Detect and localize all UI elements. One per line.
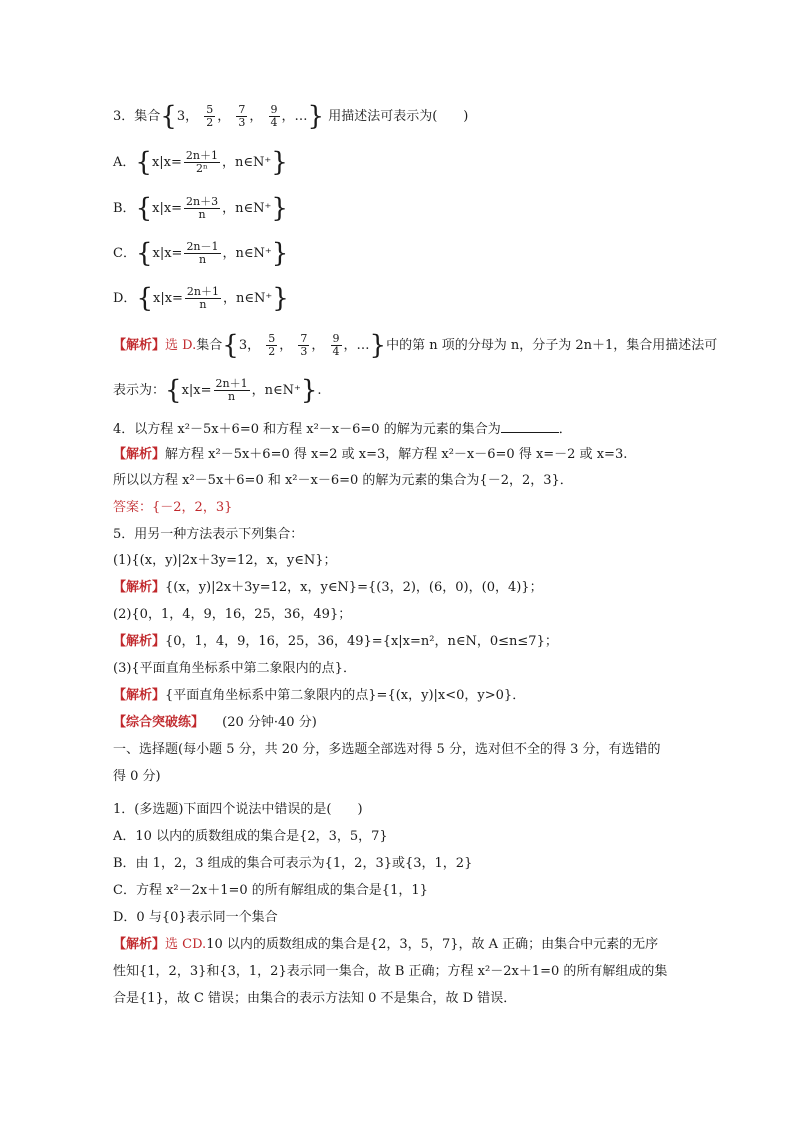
set-tail: ，… [281,109,308,124]
q3-option-b: B．{x|x= $\frac{2n+3}{n}$ ，n∈N⁺} [113,193,288,224]
q5-part-1: (1){(x，y)|2x＋3y=12，x，y∈N}； [113,553,337,568]
section-header [113,714,317,732]
q4-analysis: 【解析】解方程 x²－5x＋6=0 得 x=2 或 x=3，解方程 x²－x－6=0 得 x=－2 或 x=3. [113,447,628,462]
s1-option-a: A．10 以内的质数组成的集合是{2，3，5，7} [113,829,388,844]
right-brace: } [307,101,325,132]
section-intro-cont: 得 0 分) [113,769,161,784]
fraction: $\frac{2n+3}{n}$ [186,195,219,221]
s1-stem: 1．(多选题)下面四个说法中错误的是( ) [113,802,363,817]
analysis-tag: 【解析】 [113,338,166,353]
fraction: $\frac{2n-1}{n}$ [186,240,219,266]
set-element: 3， [176,109,199,124]
section-intro: 一、选择题(每小题 5 分，共 20 分，多选题全部选对得 5 分，选对但不全的得 3 分，有选错的 [113,742,661,757]
answer-pick: 选 CD. [165,937,207,952]
q3-option-a: A．{x|x= $\frac{2n+1}{\text{2ⁿ}}$ ，n∈N⁺} [113,147,288,178]
q4-answer: 答案：{－2，2，3} [113,500,233,515]
analysis-tag: 【解析】 [113,634,166,649]
s1-analysis: 【解析】选 CD.10 以内的质数组成的集合是{2，3，5，7}，故 A 正确；由集合中元素的无序 [113,937,659,952]
q3-analysis-cont: 表示为：{x|x= $\frac{2n+1}{n}$ ，n∈N⁺}. [113,375,322,406]
answer-blank [501,420,559,433]
q3-option-d: D．{x|x= $\frac{2n+1}{n}$ ，n∈N⁺} [113,283,289,314]
q3-analysis: 【解析】选 D.集合{3， $\frac{5}{2}$ ， $\frac{7}{3}$ ， $\frac{9}{4}$ ，…}中的第 n 项的分母为 n，分子为 2n＋1，集合用描述法可 [113,330,718,361]
q3-stem-prefix: 3．集合 [113,109,161,124]
q5-analysis-3: 【解析】{平面直角坐标系中第二象限内的点}={(x，y)|x<0，y>0}． [113,688,526,703]
q5-part-2: (2){0，1，4，9，16，25，36，49}； [113,607,352,622]
fraction: $\frac{7}{3}$ [238,103,246,129]
answer-pick: 选 D. [165,338,197,353]
analysis-tag: 【解析】 [113,937,166,952]
fraction: $\frac{5}{2}$ [206,103,214,129]
fraction: $\frac{2n+1}{n}$ [215,377,248,403]
fraction: $\frac{9}{4}$ [270,103,278,129]
analysis-tag: 【解析】 [113,580,166,595]
s1-option-b: B．由 1，2，3 组成的集合可表示为{1，2，3}或{3，1，2} [113,856,473,871]
q5-analysis-1: 【解析】{(x，y)|2x＋3y=12，x，y∈N}={(3，2)，(6，0)，(0，4)}； [113,580,543,595]
q3-stem-suffix: 用描述法可表示为( ) [328,109,469,124]
section-meta: (20 分钟·40 分) [222,715,317,730]
fraction: $\frac{2n+1}{\text{2ⁿ}}$ [185,149,218,175]
fraction: $\frac{5}{2}$ [268,332,276,358]
q5-stem: 5．用另一种方法表示下列集合： [113,527,304,542]
q5-analysis-2: 【解析】{0，1，4，9，16，25，36，49}={x|x=n²，n∈N，0≤n≤7}； [113,634,558,649]
q3-option-c: C．{x|x= $\frac{2n-1}{n}$ ，n∈N⁺} [113,238,289,269]
q4-analysis-cont: 所以以方程 x²－5x＋6=0 和 x²－x－6=0 的解为元素的集合为{－2，2，3}． [113,473,573,488]
fraction: $\frac{7}{3}$ [300,332,308,358]
left-brace: { [160,101,177,132]
analysis-tag: 【解析】 [113,447,166,462]
s1-option-c: C．方程 x²－2x＋1=0 的所有解组成的集合是{1，1} [113,883,428,898]
section-title: 【综合突破练】 [113,715,205,730]
s1-option-d: D．0 与{0}表示同一个集合 [113,910,278,925]
q4-stem: 4．以方程 x²－5x＋6=0 和方程 x²－x－6=0 的解为元素的集合为 ． [113,422,572,437]
s1-analysis-cont-2: 合是{1}，故 C 错误；由集合的表示方法知 0 不是集合，故 D 错误． [113,991,517,1006]
fraction: $\frac{9}{4}$ [332,332,340,358]
fraction: $\frac{2n+1}{n}$ [186,285,220,311]
s1-analysis-cont: 性知{1，2，3}和{3，1，2}表示同一集合，故 B 正确；方程 x²－2x＋1=0 的所有解组成的集 [113,964,668,979]
q3-stem: 3．集合{3， $\frac{5}{2}$ ， $\frac{7}{3}$ ， $\frac{9}{4}$ ，…} 用描述法可表示为( ) [113,101,469,132]
analysis-tag: 【解析】 [113,688,166,703]
q5-part-3: (3){平面直角坐标系中第二象限内的点}． [113,661,356,676]
